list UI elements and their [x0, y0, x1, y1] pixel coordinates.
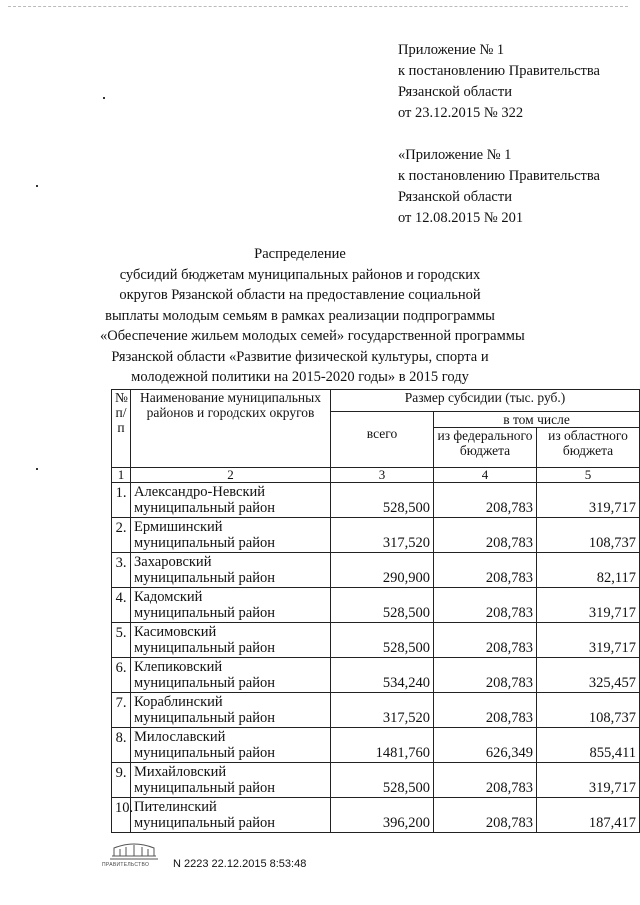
- district-name-line1: Кадомский: [134, 589, 203, 605]
- regional-value: 319,717: [537, 483, 640, 518]
- total-value: 317,520: [331, 693, 434, 728]
- scan-top-marks: [8, 6, 628, 11]
- federal-value: 208,783: [434, 798, 537, 833]
- table-row: [112, 763, 640, 798]
- total-value: 528,500: [331, 588, 434, 623]
- row-number: 2.: [112, 518, 131, 553]
- header-regional: из областного бюджета: [537, 428, 640, 468]
- district-name: [131, 658, 331, 693]
- stamp-caption: ПРАВИТЕЛЬСТВО: [102, 862, 150, 868]
- table-row: [112, 518, 640, 553]
- row-number: 10.: [112, 798, 131, 833]
- total-value: 528,500: [331, 763, 434, 798]
- title-line: Рязанской области «Развитие физической культуры, спорта и: [111, 348, 489, 365]
- column-index: 5: [537, 468, 640, 483]
- row-number: 4.: [112, 588, 131, 623]
- document-title: [100, 244, 525, 388]
- district-name-line2: муниципальный район: [134, 605, 275, 621]
- row-number: 3.: [112, 553, 131, 588]
- appendix-line: к постановлению Правительства: [398, 63, 600, 79]
- federal-value: 208,783: [434, 553, 537, 588]
- district-name: [131, 763, 331, 798]
- federal-value: 208,783: [434, 518, 537, 553]
- federal-value: 208,783: [434, 658, 537, 693]
- district-name-line1: Александро-Невский: [134, 484, 266, 500]
- regional-value: 187,417: [537, 798, 640, 833]
- row-number: 5.: [112, 623, 131, 658]
- header-total: всего: [331, 412, 434, 468]
- scan-speck: [36, 468, 38, 470]
- title-line: молодежной политики на 2015-2020 годы» в 2015 году: [131, 369, 469, 385]
- regional-value: 319,717: [537, 763, 640, 798]
- district-name-line1: Михайловский: [134, 764, 227, 780]
- federal-value: 626,349: [434, 728, 537, 763]
- table-row: [112, 798, 640, 833]
- header-subsidy: Размер субсидии (тыс. руб.): [331, 390, 640, 412]
- regional-value: 108,737: [537, 518, 640, 553]
- total-value: 396,200: [331, 798, 434, 833]
- regional-value: 319,717: [537, 623, 640, 658]
- table-row: [112, 588, 640, 623]
- table-row: [112, 553, 640, 588]
- table-row: [112, 658, 640, 693]
- district-name-line1: Захаровский: [134, 554, 212, 570]
- table-row: [112, 623, 640, 658]
- district-name: [131, 623, 331, 658]
- scan-speck: [36, 185, 38, 187]
- table-row: [112, 693, 640, 728]
- title-line: выплаты молодым семьям в рамках реализации подпрограммы: [105, 307, 495, 324]
- total-value: 528,500: [331, 483, 434, 518]
- district-name-line2: муниципальный район: [134, 640, 275, 656]
- header-name: Наименование муниципальных районов и городских округов: [131, 390, 331, 468]
- district-name-line2: муниципальный район: [134, 675, 275, 691]
- appendix-line: Рязанской области: [398, 189, 512, 205]
- appendix-line: от 23.12.2015 № 322: [398, 105, 524, 121]
- document-registration-stamp: N 2223 22.12.2015 8:53:48: [173, 858, 307, 870]
- title-line: субсидий бюджетам муниципальных районов и городских: [119, 266, 481, 283]
- row-number: 1.: [112, 483, 131, 518]
- district-name-line1: Ермишинский: [134, 519, 223, 535]
- appendix-line: Приложение № 1: [398, 42, 505, 58]
- regional-value: 108,737: [537, 693, 640, 728]
- column-index: 2: [131, 468, 331, 483]
- table-row: [112, 483, 640, 518]
- district-name-line2: муниципальный район: [134, 710, 275, 726]
- regional-value: 855,411: [537, 728, 640, 763]
- row-number: 7.: [112, 693, 131, 728]
- row-number: 6.: [112, 658, 131, 693]
- total-value: 528,500: [331, 623, 434, 658]
- district-name-line2: муниципальный район: [134, 745, 275, 761]
- federal-value: 208,783: [434, 588, 537, 623]
- district-name: [131, 728, 331, 763]
- title-line: Распределение: [254, 246, 346, 262]
- appendix-header-current: [398, 40, 600, 124]
- appendix-line: к постановлению Правительства: [398, 168, 600, 184]
- title-line: округов Рязанской области на предоставление социальной: [119, 287, 481, 303]
- regional-value: 82,117: [537, 553, 640, 588]
- federal-value: 208,783: [434, 693, 537, 728]
- appendix-line: от 12.08.2015 № 201: [398, 210, 524, 226]
- federal-value: 208,783: [434, 763, 537, 798]
- title-line: «Обеспечение жильем молодых семей» государственной программы: [100, 328, 525, 344]
- regional-value: 325,457: [537, 658, 640, 693]
- district-name: [131, 553, 331, 588]
- federal-value: 208,783: [434, 623, 537, 658]
- district-name-line1: Милославский: [134, 729, 226, 745]
- column-index: 1: [112, 468, 131, 483]
- district-name: [131, 518, 331, 553]
- header-num: № п/п: [112, 390, 131, 468]
- subsidy-table: [111, 389, 640, 833]
- appendix-line: Рязанской области: [398, 84, 512, 100]
- district-name: [131, 588, 331, 623]
- row-number: 8.: [112, 728, 131, 763]
- header-federal: из федерального бюджета: [434, 428, 537, 468]
- district-name-line2: муниципальный район: [134, 815, 275, 831]
- federal-value: 208,783: [434, 483, 537, 518]
- appendix-line: «Приложение № 1: [398, 147, 512, 163]
- appendix-header-previous: [398, 145, 600, 229]
- district-name-line2: муниципальный район: [134, 780, 275, 796]
- header-including: в том числе: [434, 412, 640, 428]
- district-name-line2: муниципальный район: [134, 535, 275, 551]
- table-body: [112, 483, 640, 833]
- total-value: 317,520: [331, 518, 434, 553]
- row-number: 9.: [112, 763, 131, 798]
- district-name-line2: муниципальный район: [134, 500, 275, 516]
- emblem-stamp-icon: [108, 838, 160, 860]
- district-name-line1: Пителинский: [134, 799, 217, 815]
- total-value: 290,900: [331, 553, 434, 588]
- district-name-line1: Кораблинский: [134, 694, 223, 710]
- district-name: [131, 798, 331, 833]
- district-name: [131, 693, 331, 728]
- district-name-line1: Клепиковский: [134, 659, 223, 675]
- table-row: [112, 728, 640, 763]
- district-name-line2: муниципальный район: [134, 570, 275, 586]
- regional-value: 319,717: [537, 588, 640, 623]
- total-value: 1481,760: [331, 728, 434, 763]
- district-name: [131, 483, 331, 518]
- total-value: 534,240: [331, 658, 434, 693]
- district-name-line1: Касимовский: [134, 624, 217, 640]
- column-index: 4: [434, 468, 537, 483]
- column-index: 3: [331, 468, 434, 483]
- scan-speck: [103, 97, 105, 99]
